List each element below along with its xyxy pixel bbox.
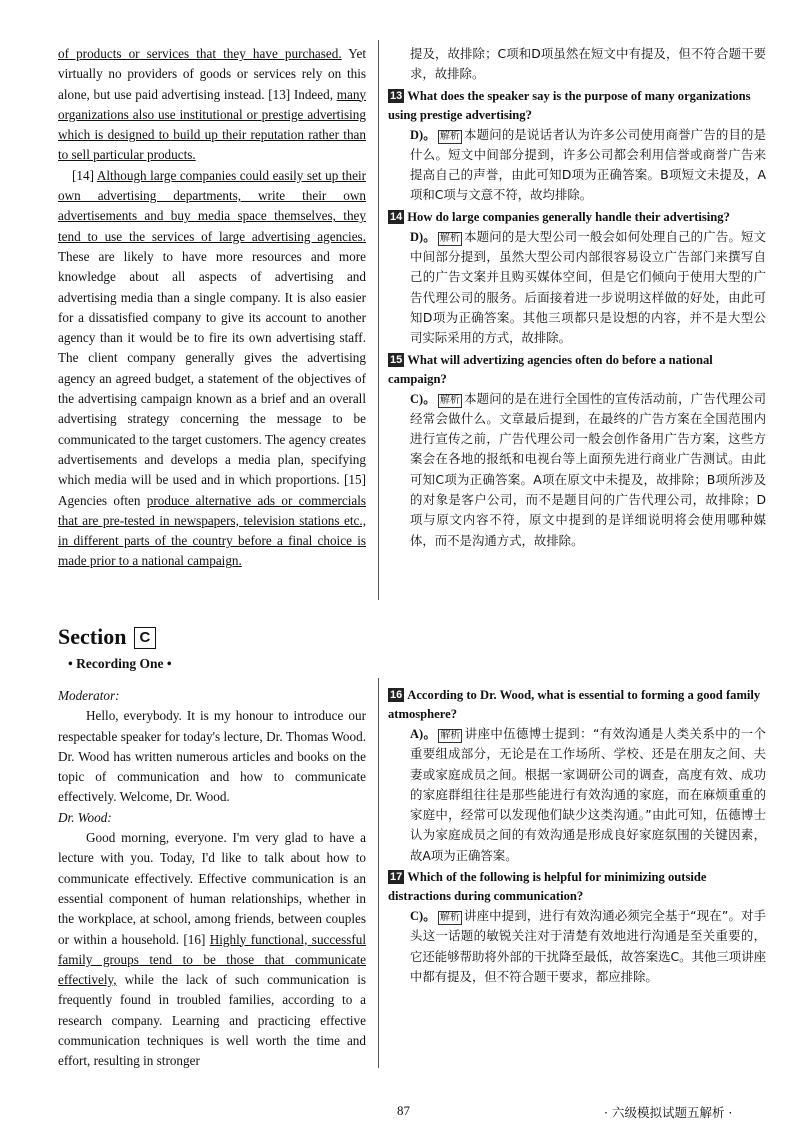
explanation-text: 本题问的是大型公司一般会如何处理自己的广告。短文中间部分提到，虽然大型公司内部很容易设立广告部门来撰写自己的广告文案并且购买媒体空间，但是它们倾向于使用大型的广告代理公司的服务。后面接着进一步说明这样做的好处，由此可知D项为正确答案。其他三项都只是设想的内容，并不是大型公司实际采用的方式，故排除。: [410, 228, 767, 346]
question-block: [388, 686, 766, 866]
lecture-text: [58, 828, 366, 1072]
question-text: Which of the following is helpful for minimizing outside distractions during communication?: [388, 870, 707, 904]
left-column-bottom: [58, 686, 366, 1072]
moderator-text: Hello, everybody. It is my honour to introduce our respectable speaker for today's lecture, Dr. Thomas Wood. Dr. Wood has written numerous articles and books on the topic of communication and how to communicate effectively. Welcome, Dr. Wood.: [58, 708, 366, 805]
passage-paragraph-1: [58, 44, 366, 166]
question-marker: [14]: [72, 167, 94, 183]
question-heading: [388, 208, 766, 227]
answer-explanation: [388, 125, 766, 206]
analysis-tag: 解析: [440, 730, 461, 741]
right-column-bottom: [388, 686, 766, 989]
question-text: What will advertizing agencies often do before a national campaign?: [388, 352, 713, 386]
answer-letter: C)。: [410, 909, 436, 924]
section-heading: [58, 624, 156, 650]
question-block: [388, 351, 766, 551]
right-column-top: [388, 44, 766, 553]
question-heading: [388, 351, 766, 389]
answer-letter: D)。: [410, 229, 436, 244]
lecture-text-underlined: Highly functional, successful family groups tend to be those that communicate effectively,: [58, 931, 367, 988]
question-heading: [388, 868, 766, 906]
question-number: 16: [390, 689, 403, 701]
speaker-label: Dr. Wood:: [58, 809, 112, 825]
explanation-text: 本题问的是在进行全国性的宣传活动前，广告代理公司经常会做什么。文章最后提到，在最终的广告方案在全国范围内进行宣传之前，广告代理公司一般会创作备用广告方案，这些方案会在各地的报纸和电视台等上面预先进行商业广告测试。由此可知C项为正确答案。A项在原文中未提及，故排除；B项所涉及的对象是客户公司，而不是题目问的广告代理公司，故排除；D项与原文内容不符，原文中提到的是详细说明将会使用哪种媒体，而不是沟通方式，故排除。: [410, 390, 767, 548]
passage-text-underlined: many organizations also use institutional or prestige advertising which is designed to build up their reputation rather than to sell particular products.: [58, 86, 367, 163]
answer-letter: C)。: [410, 391, 436, 406]
question-text: What does the speaker say is the purpose of many organizations using prestige advertising?: [388, 88, 751, 122]
section-title: Section: [58, 624, 127, 649]
question-text: According to Dr. Wood, what is essential to forming a good family atmosphere?: [388, 688, 761, 721]
explanation-continued: 提及，故排除；C项和D项虽然在短文中有提及，但不符合题干要求，故排除。: [410, 46, 766, 82]
question-text: How do large companies generally handle their advertising?: [407, 209, 730, 224]
analysis-tag: 解析: [439, 394, 460, 406]
question-heading: [388, 87, 766, 125]
explanation-text: 讲座中提到，进行有效沟通必须完全基于“现在”。对手头这一话题的敏锐关注对于清楚有效地进行沟通是至关重要的，它还能够帮助将外部的干扰降至最低，故答案选C。其他三项讲座中都有提及，但不符合题干要求，都应排除。: [410, 908, 767, 984]
lecture-text-part: while the lack of such communication is frequently found in troubled families, according to a research company. Learning and practicing effective communication techniques is well worth the time and effort, resulting in stronger: [58, 972, 366, 1069]
answer-explanation: [388, 906, 766, 987]
question-heading: [388, 686, 766, 724]
passage-text-underlined: Although large companies could easily set up their own advertising departments, write their own advertisements and buy media space themselves, they tend to use the services of large advertising agencies.: [58, 167, 366, 244]
column-divider-bottom: [378, 678, 379, 1068]
recording-label: • Recording One •: [68, 656, 172, 671]
answer-letter: D)。: [410, 127, 436, 142]
answer-letter: A)。: [410, 727, 437, 741]
question-block: [388, 208, 766, 349]
explanation-text: 本题问的是说话者认为许多公司使用商誉广告的目的是什么。短文中间部分提到，许多公司都会利用信誉或商誉广告来提高自己的声誉，由此可知D项为正确答案。B项短文未提及，A项和C项与文意不符，故均排除。: [410, 126, 767, 203]
passage-text: These are likely to have more resources and more knowledge about all aspects of advertising and advertising media than a single company. It is also easier for a dissatisfied company to give its account to another agency than it would be to fire its own advertising staff. The client company generally gives the advertising agency an agreed budget, a statement of the objectives of the advertising campaign known as a brief and an overall advertising strategy concerning the message to be communicated to the target customers. The agency creates advertisements and develops a media plan, specifying which media will be used and in which proportions. [15] Agencies often: [58, 248, 366, 508]
page-number: 87: [397, 1103, 410, 1118]
question-block: [388, 87, 766, 206]
section-badge: C: [134, 627, 156, 649]
passage-text-underlined: of products or services that they have purchased.: [58, 46, 342, 61]
question-number: 13: [390, 89, 403, 102]
question-block: [388, 868, 766, 987]
speaker-label: Moderator:: [58, 688, 120, 703]
analysis-tag: 解析: [439, 912, 460, 924]
left-column-top: [58, 44, 366, 572]
passage-text-underlined: produce alternative ads or commercials that are pre-tested in newspapers, television stations etc., in different parts of the country before a final choice is made prior to a national campaign.: [58, 492, 367, 569]
analysis-tag: 解析: [439, 232, 460, 244]
column-divider-top: [378, 40, 379, 600]
analysis-tag: 解析: [439, 130, 460, 142]
answer-explanation: [388, 389, 766, 551]
answer-explanation: [388, 227, 766, 349]
question-number: 14: [390, 210, 403, 223]
question-number: 17: [390, 871, 403, 884]
question-number: 15: [390, 353, 403, 366]
passage-paragraph-2: [58, 166, 366, 572]
passage-text: Yet virtually no providers of goods or services rely on this alone, but use paid advertising instead. [13] Indeed,: [58, 46, 366, 102]
lecture-text-part: Good morning, everyone. I'm very glad to have a lecture with you. Today, I'd like to talk about how to communicate effectively. Effective communication is an essential component of human relationships, whether in the workplace, at school, among friends, between couples or within a household. [16]: [58, 830, 366, 947]
running-footer-title: · 六级模拟试题五解析 ·: [604, 1105, 733, 1120]
answer-explanation: [388, 724, 766, 866]
explanation-text: 讲座中伍德博士提到：“有效沟通是人类关系中的一个重要组成部分，无论是在工作场所、学校、还是在朋友之间、夫妻或家庭成员之间。根据一家调研公司的调查，高度有效、成功的家庭群组往往是那些能进行有效沟通的家庭，而在麻烦重重的家庭中，经常可以发现他们缺少这类沟通。”由此可知，伍德博士认为家庭成员之间的有效沟通是形成良好家庭氛围的关键因素，故A项为正确答案。: [410, 726, 767, 863]
